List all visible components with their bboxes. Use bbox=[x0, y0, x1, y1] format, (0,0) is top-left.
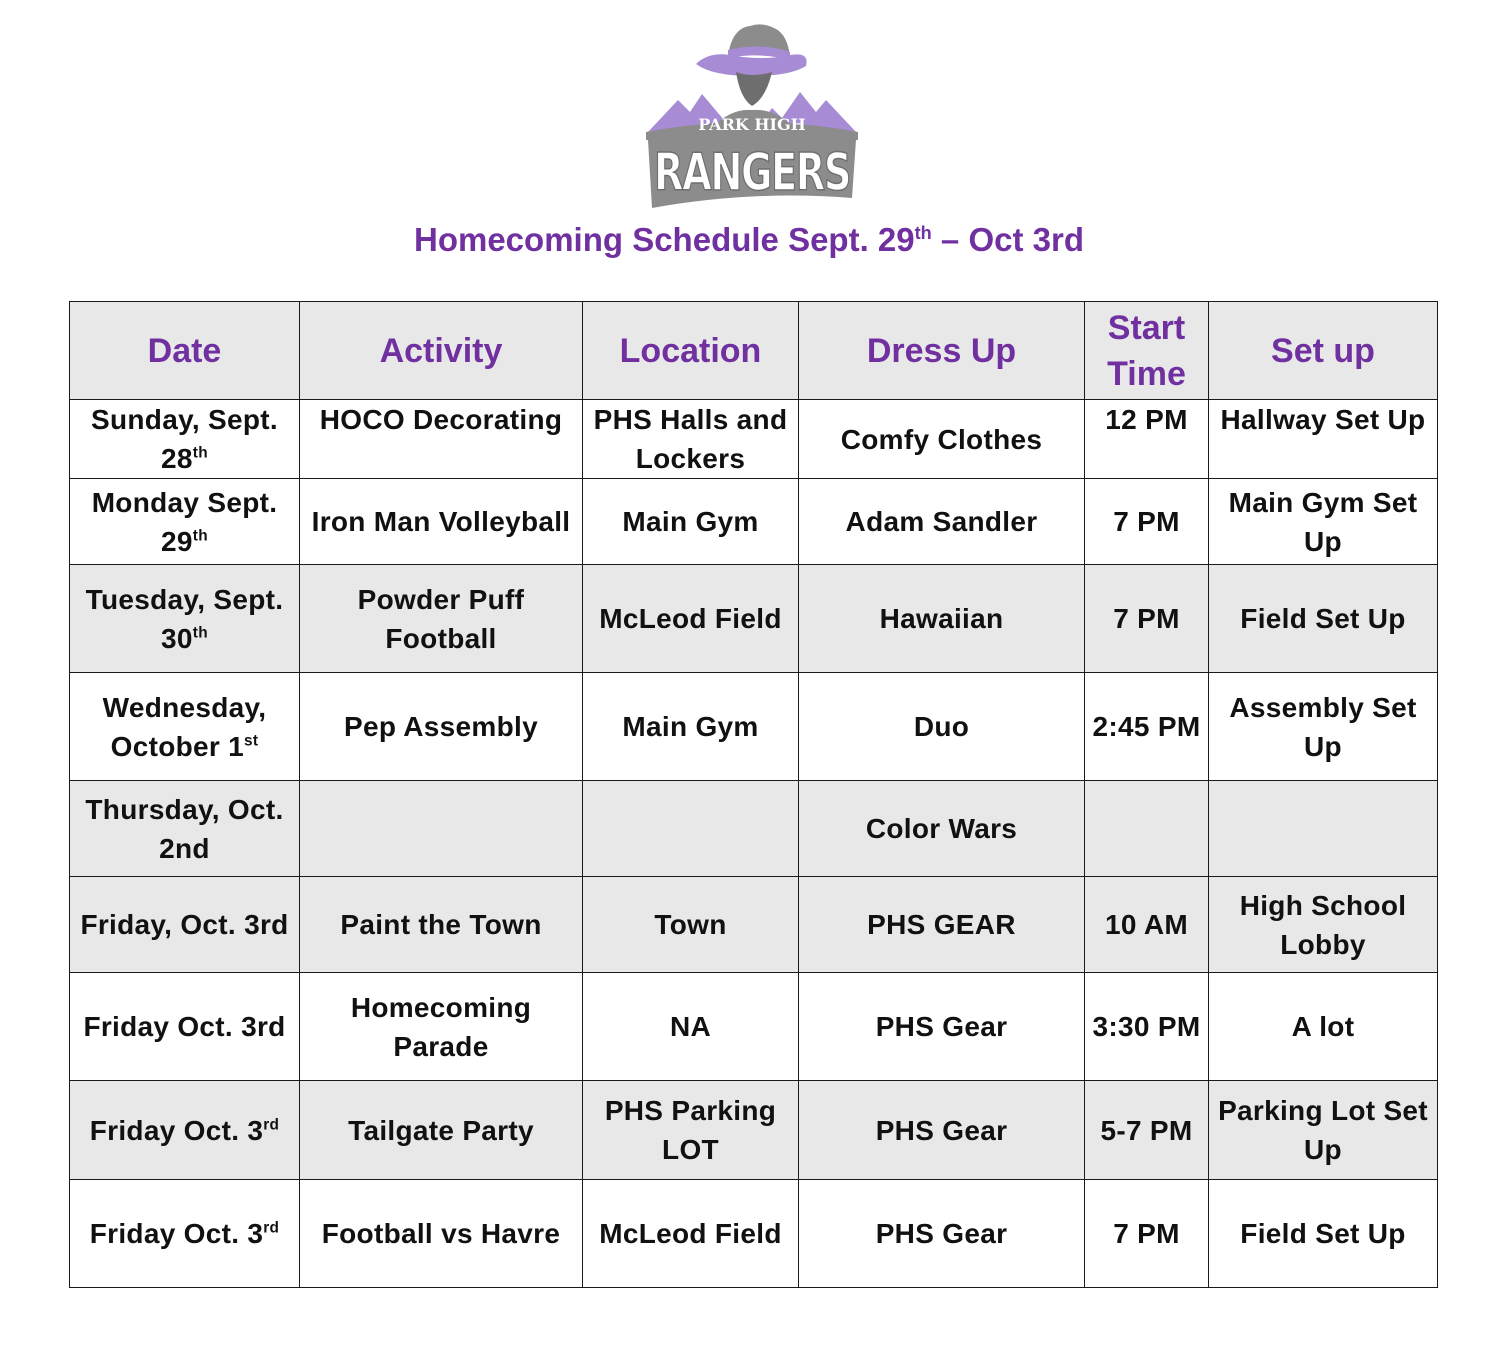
date-text: Friday Oct. 3 bbox=[89, 1218, 264, 1249]
set-up-cell: Field Set Up bbox=[1209, 565, 1438, 673]
date-superscript: st bbox=[244, 732, 259, 750]
header-set-up: Set up bbox=[1209, 302, 1438, 400]
date-cell bbox=[70, 973, 300, 1081]
start-time-cell: 3:30 PM bbox=[1085, 973, 1209, 1081]
table-row bbox=[70, 565, 1438, 673]
location-cell: Main Gym bbox=[583, 673, 799, 781]
table-row bbox=[70, 673, 1438, 781]
date-text: Friday Oct. 3rd bbox=[83, 1011, 286, 1042]
set-up-cell: Field Set Up bbox=[1209, 1180, 1438, 1288]
activity-cell: Homecoming Parade bbox=[300, 973, 583, 1081]
set-up-cell: High School Lobby bbox=[1209, 877, 1438, 973]
table-row bbox=[70, 973, 1438, 1081]
location-cell: PHS Halls and Lockers bbox=[583, 400, 799, 479]
set-up-cell bbox=[1209, 781, 1438, 877]
date-superscript: rd bbox=[263, 1219, 280, 1237]
table-row bbox=[70, 1081, 1438, 1180]
date-text: Monday Sept. 29 bbox=[91, 486, 278, 557]
dress-up-cell: Comfy Clothes bbox=[799, 400, 1085, 479]
date-cell bbox=[70, 781, 300, 877]
title-superscript: th bbox=[914, 223, 932, 243]
start-time-cell: 2:45 PM bbox=[1085, 673, 1209, 781]
location-cell: PHS Parking LOT bbox=[583, 1081, 799, 1180]
date-text: Tuesday, Sept. 30 bbox=[85, 583, 284, 654]
dress-up-cell: PHS GEAR bbox=[799, 877, 1085, 973]
date-cell bbox=[70, 1081, 300, 1180]
dress-up-cell: Adam Sandler bbox=[799, 479, 1085, 565]
table-row bbox=[70, 400, 1438, 479]
dress-up-cell: Duo bbox=[799, 673, 1085, 781]
start-time-cell: 7 PM bbox=[1085, 565, 1209, 673]
dress-up-cell: PHS Gear bbox=[799, 1081, 1085, 1180]
set-up-cell: Assembly Set Up bbox=[1209, 673, 1438, 781]
date-cell bbox=[70, 479, 300, 565]
date-text: Friday Oct. 3 bbox=[89, 1114, 264, 1146]
start-time-cell bbox=[1085, 781, 1209, 877]
start-time-cell: 5-7 PM bbox=[1085, 1081, 1209, 1180]
date-superscript: th bbox=[192, 624, 208, 642]
dress-up-cell: PHS Gear bbox=[799, 1180, 1085, 1288]
set-up-cell: Hallway Set Up bbox=[1209, 400, 1438, 479]
header-row bbox=[70, 302, 1438, 400]
location-cell: Town bbox=[583, 877, 799, 973]
date-text: Wednesday, October 1 bbox=[102, 691, 267, 762]
activity-cell: HOCO Decorating bbox=[300, 400, 583, 479]
header-dress-up: Dress Up bbox=[799, 302, 1085, 400]
date-cell bbox=[70, 400, 300, 479]
date-superscript: th bbox=[192, 444, 208, 462]
activity-cell: Iron Man Volleyball bbox=[300, 479, 583, 565]
park-high-rangers-logo bbox=[640, 20, 864, 216]
date-text: Friday, Oct. 3rd bbox=[80, 909, 289, 940]
date-superscript: rd bbox=[263, 1116, 280, 1134]
date-text: Thursday, Oct. 2nd bbox=[85, 793, 284, 864]
header-date: Date bbox=[70, 302, 300, 400]
activity-cell: Tailgate Party bbox=[300, 1081, 583, 1180]
table-row bbox=[70, 479, 1438, 565]
set-up-cell: Parking Lot Set Up bbox=[1209, 1081, 1438, 1180]
location-cell bbox=[583, 781, 799, 877]
activity-cell: Powder Puff Football bbox=[300, 565, 583, 673]
table-row bbox=[70, 877, 1438, 973]
hat-brim-shape bbox=[696, 54, 807, 76]
location-cell: Main Gym bbox=[583, 479, 799, 565]
start-time-cell: 7 PM bbox=[1085, 1180, 1209, 1288]
date-cell bbox=[70, 565, 300, 673]
activity-cell bbox=[300, 781, 583, 877]
page-title bbox=[0, 218, 1498, 262]
activity-cell: Paint the Town bbox=[300, 877, 583, 973]
activity-cell: Football vs Havre bbox=[300, 1180, 583, 1288]
table-row bbox=[70, 1180, 1438, 1288]
title-prefix: Homecoming Schedule Sept. 29 bbox=[414, 221, 915, 258]
header-location: Location bbox=[583, 302, 799, 400]
logo-top-text: PARK HIGH bbox=[698, 115, 806, 134]
location-cell: McLeod Field bbox=[583, 1180, 799, 1288]
date-cell bbox=[70, 877, 300, 973]
start-time-cell: 12 PM bbox=[1085, 400, 1209, 479]
location-cell: McLeod Field bbox=[583, 565, 799, 673]
set-up-cell: A lot bbox=[1209, 973, 1438, 1081]
header-activity: Activity bbox=[300, 302, 583, 400]
title-suffix: – Oct 3rd bbox=[931, 221, 1084, 258]
date-cell bbox=[70, 1180, 300, 1288]
activity-cell: Pep Assembly bbox=[300, 673, 583, 781]
set-up-cell: Main Gym Set Up bbox=[1209, 479, 1438, 565]
table-row bbox=[70, 781, 1438, 877]
homecoming-schedule-table bbox=[69, 301, 1438, 1288]
date-superscript: th bbox=[192, 527, 208, 545]
location-cell: NA bbox=[583, 973, 799, 1081]
logo-main-text: RANGERS bbox=[654, 143, 850, 203]
start-time-cell: 10 AM bbox=[1085, 877, 1209, 973]
date-cell bbox=[70, 673, 300, 781]
date-text: Sunday, Sept. 28 bbox=[91, 404, 278, 474]
dress-up-cell: PHS Gear bbox=[799, 973, 1085, 1081]
dress-up-cell: Hawaiian bbox=[799, 565, 1085, 673]
dress-up-cell: Color Wars bbox=[799, 781, 1085, 877]
head-shape bbox=[736, 72, 772, 106]
header-start-time: Start Time bbox=[1085, 302, 1209, 400]
start-time-cell: 7 PM bbox=[1085, 479, 1209, 565]
